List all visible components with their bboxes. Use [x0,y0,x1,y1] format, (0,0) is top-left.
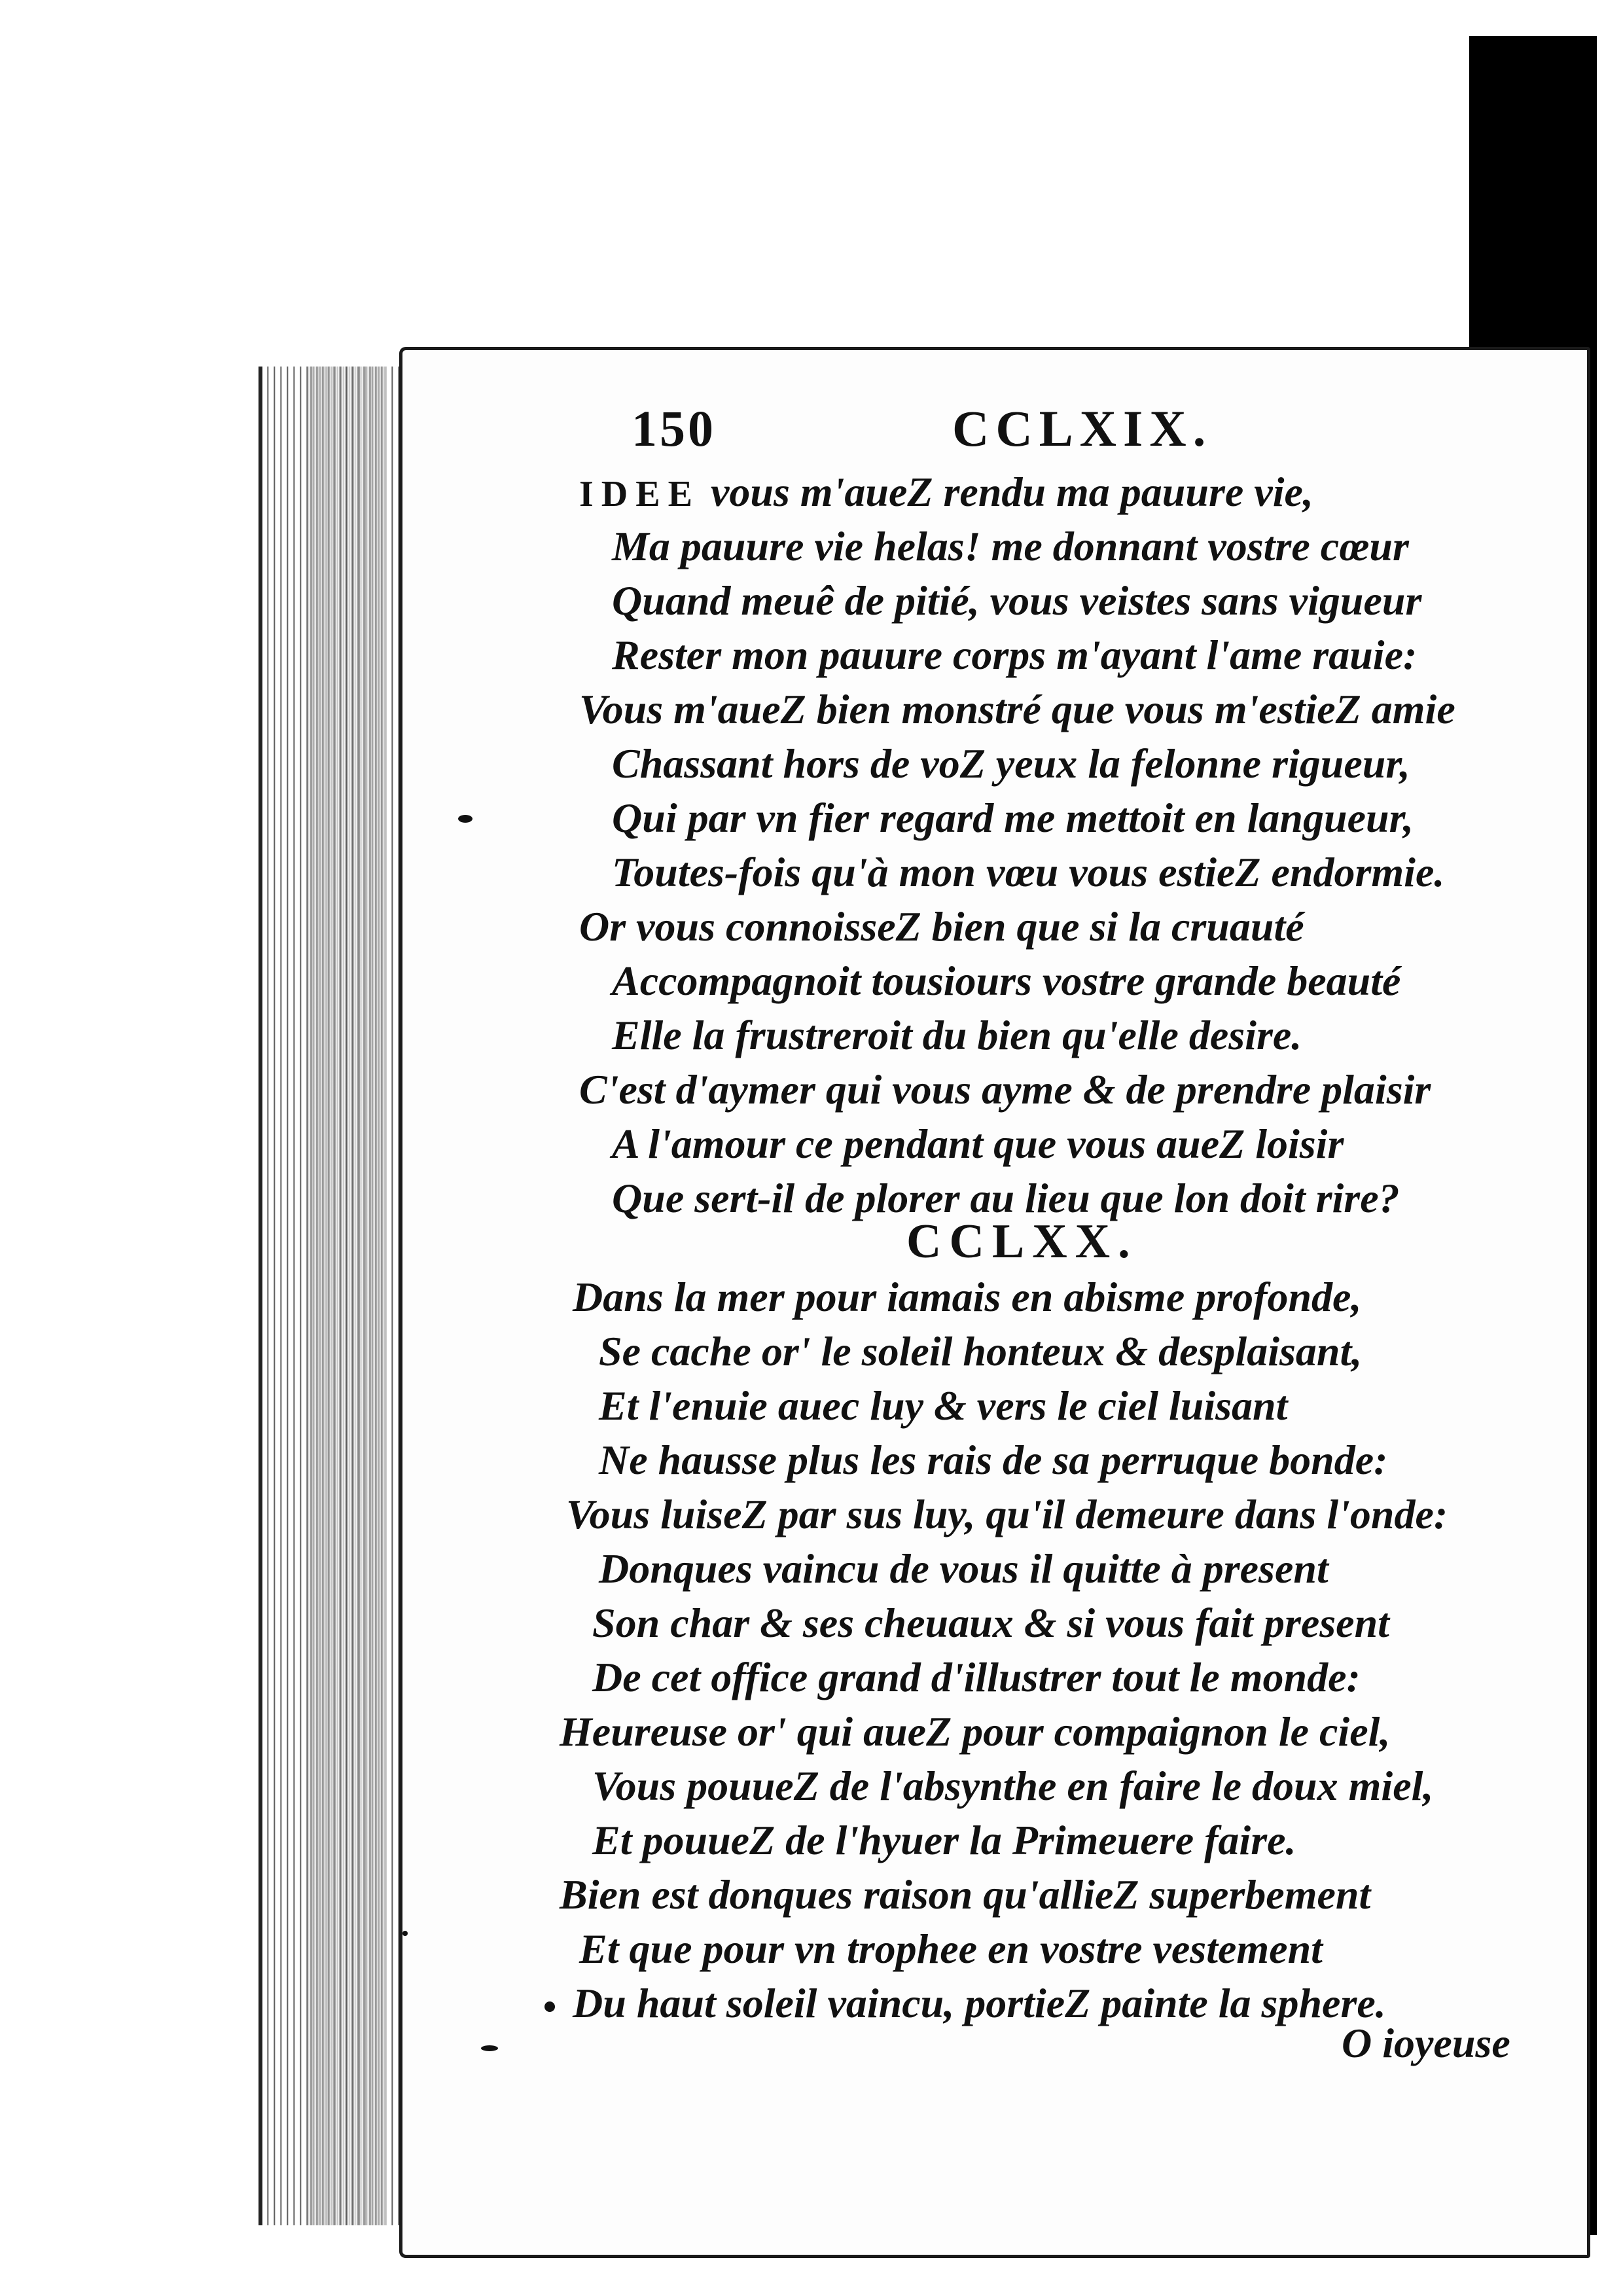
sonnet-2-line-1: Dans la mer pour iamais en abisme profonde, [573,1274,1362,1320]
sonnet-1-line-14: Que sert-il de plorer au lieu que lon doit rire? [612,1175,1400,1221]
page-header [632,393,1286,465]
section-number: CCLXIX. [952,400,1213,457]
sonnet-2-line-10: Vous pouueZ de l'absynthe en faire le doux miel, [592,1763,1434,1809]
sonnet-2-line-3: Et l'enuie auec luy & vers le ciel luisant [599,1382,1288,1429]
sonnet-2-line-9: Heureuse or' qui aueZ pour compaignon le ciel, [560,1708,1391,1755]
ink-speck [481,2045,498,2051]
page-edges-shading [308,367,386,2225]
sonnet-1-line-9: Or vous connoisseZ bien que si la cruauté [579,903,1304,950]
catchword: O ioyeuse [1342,2020,1510,2066]
sonnet-2-line-14: Du haut soleil vaincu, portieZ painte la sphere. [573,1980,1386,2026]
sonnet-1-line-13: A l'amour ce pendant que vous aueZ loisir [612,1121,1344,1167]
sonnet-1-line-3: Quand meuê de pitié, vous veistes sans vigueur [612,577,1422,624]
ink-speck [544,2001,555,2012]
sonnet-2-line-12: Bien est donques raison qu'allieZ superbement [560,1871,1371,1918]
sonnet-1-line-5: Vous m'aueZ bien monstré que vous m'estieZ amie [579,686,1455,732]
page-number: 150 [632,400,716,457]
sonnet-2-heading: CCLXX. [906,1215,1138,1268]
ink-speck [402,1931,408,1936]
ink-speck [458,815,473,823]
sonnet-2-line-8: De cet office grand d'illustrer tout le monde: [592,1654,1361,1700]
sonnet-2-line-2: Se cache or' le soleil honteux & desplaisant, [599,1328,1363,1374]
sonnet-2-line-4: Ne hausse plus les rais de sa perruque bonde: [599,1437,1388,1483]
sonnet-2-line-6: Donques vaincu de vous il quitte à present [599,1545,1329,1592]
sonnet-1-line-8: Toutes-fois qu'à mon vœu vous estieZ endormie. [612,849,1445,895]
sonnet-1-line-1 [579,466,1313,520]
sonnet-1-line-10: Accompagnoit tousiours vostre grande beauté [612,958,1401,1004]
sonnet-1-first-word: IDEE [579,474,700,514]
sonnet-1-line-2: Ma pauure vie helas! me donnant vostre cœur [612,523,1409,569]
sonnet-1-line-7: Qui par vn fier regard me mettoit en langueur, [612,795,1414,841]
sonnet-2-line-7: Son char & ses cheuaux & si vous fait present [592,1600,1389,1646]
sonnet-2-line-5: Vous luiseZ par sus luy, qu'il demeure dans l'onde: [566,1491,1448,1537]
sonnet-1-line-4: Rester mon pauure corps m'ayant l'ame rauie: [612,632,1418,678]
sonnet-1-line-1-text: vous m'aueZ rendu ma pauure vie, [710,469,1313,515]
sonnet-1-line-11: Elle la frustreroit du bien qu'elle desire. [612,1012,1302,1058]
sonnet-2-line-11: Et pouueZ de l'hyuer la Primeuere faire. [592,1817,1296,1863]
sonnet-1-line-6: Chassant hors de voZ yeux la felonne rigueur, [612,740,1410,787]
sonnet-1-line-12: C'est d'aymer qui vous ayme & de prendre plaisir [579,1066,1431,1113]
sonnet-2-line-13: Et que pour vn trophee en vostre vestement [579,1926,1323,1972]
